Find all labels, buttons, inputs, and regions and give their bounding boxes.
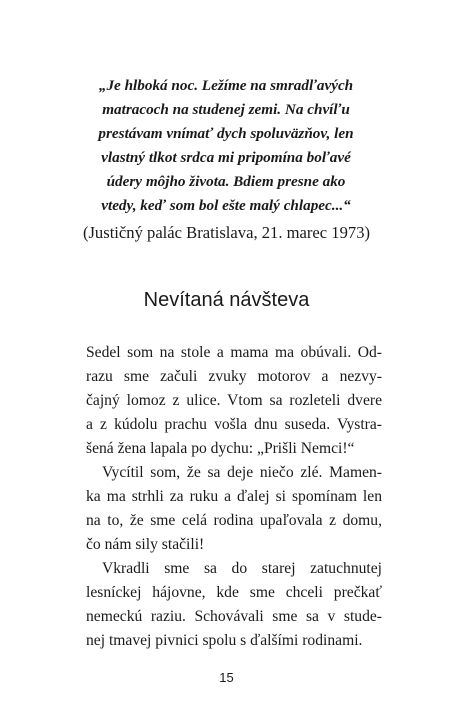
body-line: nemeckú raziu. Schovávali sme sa v stude- [86,608,382,625]
body-text [86,341,382,653]
chapter-title: Nevítaná návšteva [143,289,310,311]
body-line: Sedel som na stole a mama ma obúvali. Od- [86,344,382,361]
epigraph-line: matracoch na studenej zemi. Na chvíľu [102,101,350,118]
epigraph-source: (Justičný palác Bratislava, 21. marec 1973) [82,223,371,242]
body-line: čajný lomoz z ulice. Vtom sa rozleteli dvere [86,392,382,409]
body-line: nej tmavej pivnici spolu s ďalšími rodinami. [86,632,363,649]
epigraph-line: „Je hlboká noc. Ležíme na smradľavých [98,77,354,94]
epigraph-line: údery môjho života. Bdiem presne ako [106,173,346,190]
body-line: na to, že sme celá rodina upaľovala z domu, [86,512,382,529]
body-line: Vycítil som, že sa deje niečo zlé. Mamen- [102,464,382,481]
body-line: šená žena lapala po dychu: „Prišli Nemci!“ [86,440,355,457]
page-number: 15 [219,670,234,685]
epigraph-line: vtedy, keď som bol ešte malý chlapec...“ [101,197,351,214]
body-line: Vkradli sme sa do starej zatuchnutej [102,560,382,577]
body-line: lesníckej hájovne, kde sme chceli prečkať [86,584,382,601]
body-line: ka ma strhli za ruku a ďalej si spomínam len [86,488,382,505]
body-line: čo nám sily stačili! [86,536,205,553]
body-line: razu sme začuli zvuky motorov a nezvy- [86,368,382,385]
epigraph-line: prestávam vnímať dych spoluväzňov, len [98,125,354,142]
body-line: a z kúdolu prachu vošla dnu suseda. Vystra- [86,416,382,433]
epigraph-line: vlastný tlkot srdca mi pripomína boľavé [101,149,351,166]
epigraph-quote [62,74,390,218]
